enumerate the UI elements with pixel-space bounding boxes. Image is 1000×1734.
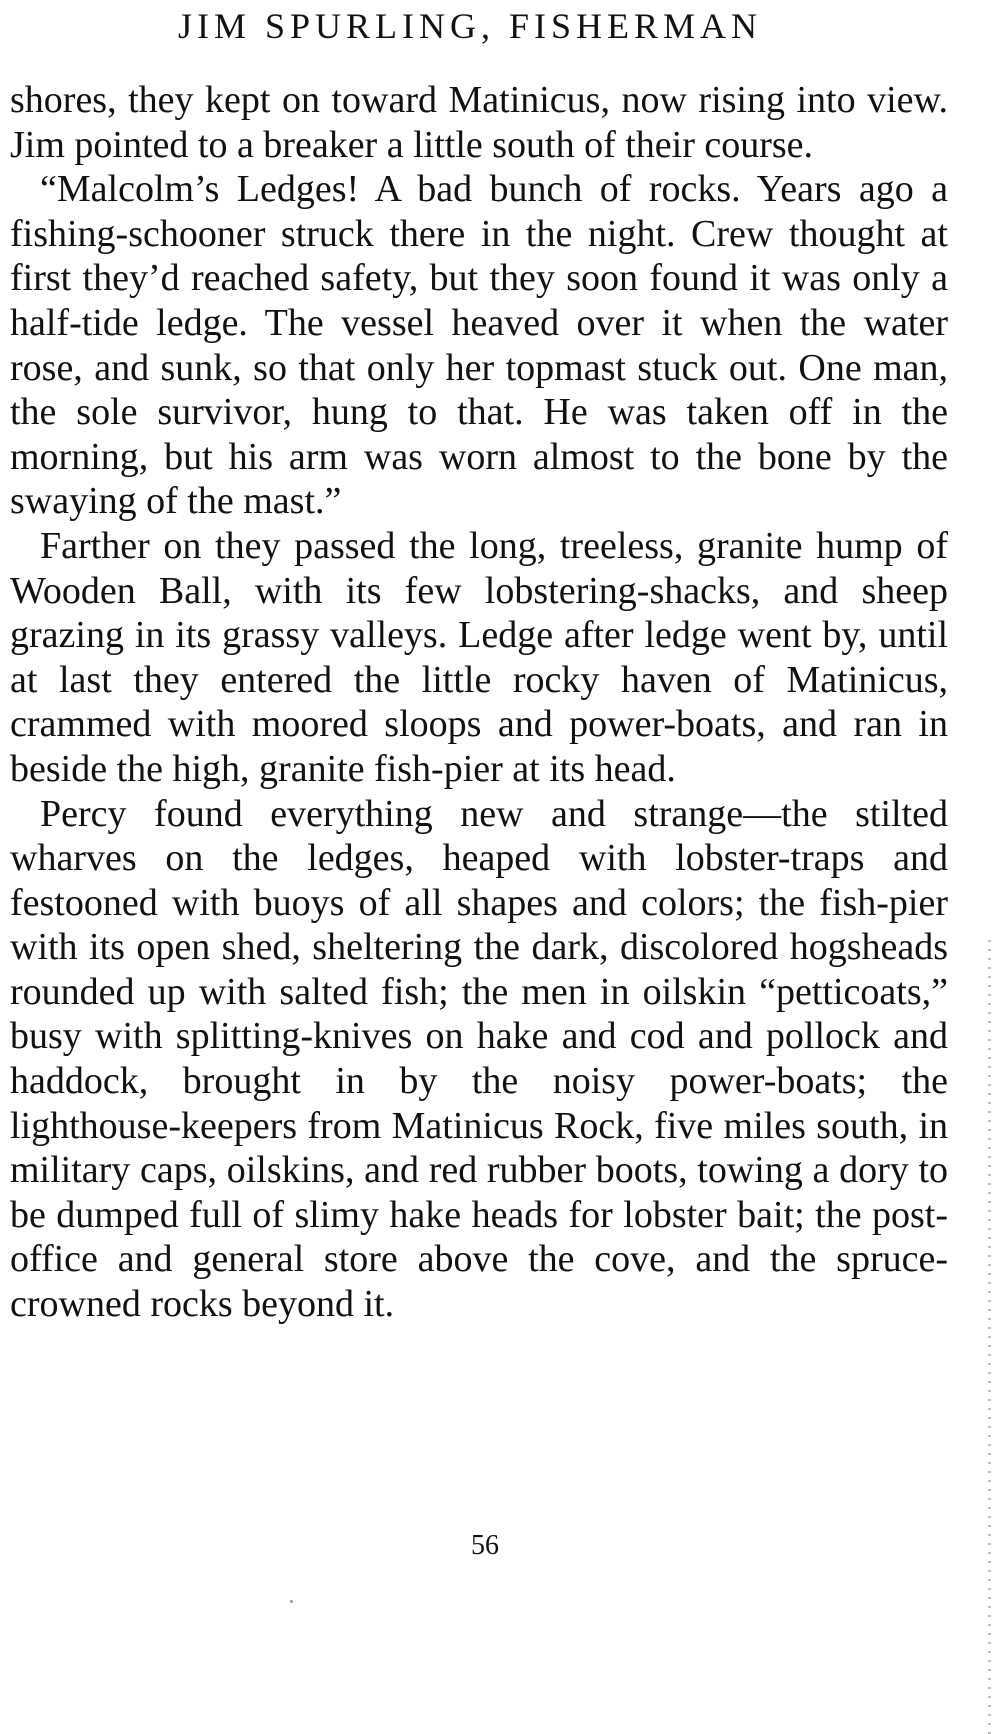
scan-edge-artifact xyxy=(988,940,991,1734)
paragraph-2: “Malcolm’s Ledges! A bad bunch of rocks. Years ago a fishing-schooner struck there in the night. Crew thought at first they’d reached safety, but they soon found it was only a half-tide ledge. The vessel heaved over it when the water rose, and sunk, so that only her topmast stuck out. One man, the sole survivor, hung to that. He was taken off in the morning, but his arm was worn almost to the bone by the swaying of the mast.” xyxy=(10,168,948,523)
running-title: JIM SPURLING, FISHERMAN xyxy=(177,6,763,46)
paragraph-1: shores, they kept on toward Matinicus, now rising into view. Jim pointed to a breaker a little south of their course. xyxy=(10,79,948,166)
paragraph-3: Farther on they passed the long, treeless, granite hump of Wooden Ball, with its few lobstering-shacks, and sheep grazing in its grassy valleys. Ledge after ledge went by, until at last they entered the little rocky haven of Matinicus, crammed with moored sloops and power-boats, and ran in beside the high, granite fish-pier at its head. xyxy=(10,524,948,790)
page-number: 56 xyxy=(471,1530,499,1561)
paragraph-4: Percy found everything new and strange—the stilted wharves on the ledges, heaped with lobster-traps and festooned with buoys of all shapes and colors; the fish-pier with its open shed, sheltering the dark, discolored hogsheads rounded up with salted fish; the men in oilskin “petticoats,” busy with splitting-knives on hake and cod and pollock and haddock, brought in by the noisy power-boats; the lighthouse-keepers from Matinicus Rock, five miles south, in military caps, oilskins, and red rubber boots, towing a dory to be dumped full of slimy hake heads for lobster bait; the post-office and general store above the cove, and the spruce-crowned rocks beyond it. xyxy=(10,792,948,1326)
scan-speck xyxy=(290,1600,293,1603)
body-text xyxy=(10,78,948,1327)
